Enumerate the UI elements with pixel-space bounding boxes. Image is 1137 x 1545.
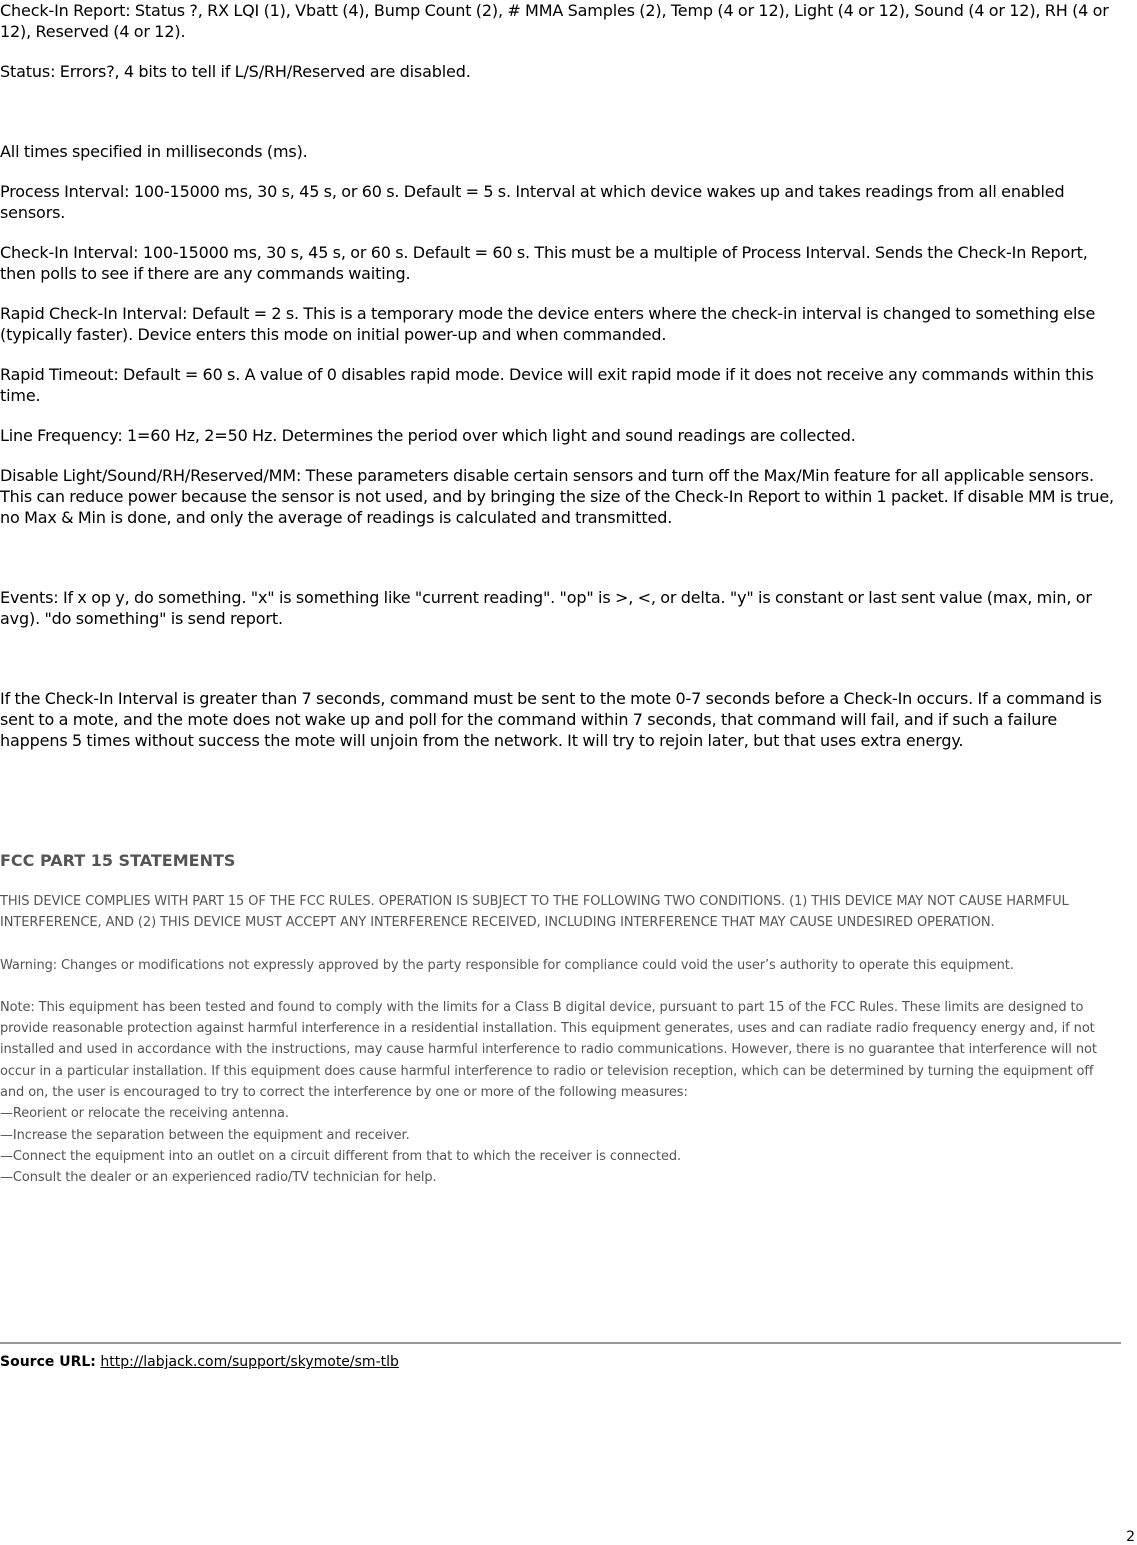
fcc-measure-item: —Consult the dealer or an experienced radio/TV technician for help. (0, 1170, 437, 1186)
spacer (0, 934, 1120, 955)
line-frequency-paragraph: Line Frequency: 1=60 Hz, 2=50 Hz. Determines the period over which light and sound readings are collected. (0, 426, 856, 445)
source-url-line (0, 1353, 399, 1371)
checkin-interval-paragraph: Check-In Interval: 100-15000 ms, 30 s, 45 s, or 60 s. Default = 60 s. This must be a multiple of Process Interval. Sends the Check-In Report, then polls to see if there are any commands waiting. (0, 243, 1088, 283)
spacer (0, 547, 1120, 587)
fcc-measure-item: —Reorient or relocate the receiving antenna. (0, 1106, 289, 1122)
disable-sensors-paragraph: Disable Light/Sound/RH/Reserved/MM: These parameters disable certain sensors and turn off the Max/Min feature for all applicable sensors. This can reduce power because the sensor is not used, and by bringing the size of the Check-In Report to within 1 packet. If disable MM is true, no Max & Min is done, and only the average of readings is calculated and transmitted. (0, 466, 1114, 527)
source-url-link[interactable]: http://labjack.com/support/skymote/sm-tlb (100, 1354, 399, 1370)
rapid-timeout-paragraph: Rapid Timeout: Default = 60 s. A value of 0 disables rapid mode. Device will exit rapid mode if it does not receive any commands within this time. (0, 365, 1094, 405)
page-number: 2 (1126, 1529, 1135, 1545)
source-url-label: Source URL: (0, 1354, 96, 1370)
checkin-report-paragraph: Check-In Report: Status ?, RX LQI (1), Vbatt (4), Bump Count (2), # MMA Samples (2), Temp (4 or 12), Light (4 or 12), Sound (4 or 12), RH (4 or 12), Reserved (4 or 12). (0, 1, 1109, 41)
fcc-warning-text: Warning: Changes or modifications not expressly approved by the party responsible for compliance could void the user’s authority to operate this equipment. (0, 957, 1014, 973)
fcc-compliance-text: THIS DEVICE COMPLIES WITH PART 15 OF THE FCC RULES. OPERATION IS SUBJECT TO THE FOLLOWING TWO CONDITIONS. (1) THIS DEVICE MAY NOT CAUSE HARMFUL INTERFERENCE, AND (2) THIS DEVICE MUST ACCEPT ANY INTERFERENCE RECEIVED, INCLUDING INTERFERENCE THAT MAY CAUSE UNDESIRED OPERATION. (0, 894, 1069, 931)
spacer (0, 101, 1120, 141)
command-timing-paragraph: If the Check-In Interval is greater than 7 seconds, command must be sent to the mote 0-7 seconds before a Check-In occurs. If a command is sent to a mote, and the mote does not wake up and poll for the command within 7 seconds, that command will fail, and if such a failure happens 5 times without success the mote will unjoin from the network. It will try to rejoin later, but that uses extra energy. (0, 689, 1102, 750)
fcc-note-text: Note: This equipment has been tested and found to comply with the limits for a Class B digital device, pursuant to part 15 of the FCC Rules. These limits are designed to provide reasonable protection against harmful interference in a residential installation. This equipment generates, uses and can radiate radio frequency energy and, if not installed and used in accordance with the instructions, may cause harmful interference to radio communications. However, there is no guarantee that interference will not occur in a particular installation. If this equipment does cause harmful interference to radio or television reception, which can be determined by turning the equipment off and on, the user is encouraged to try to correct the interference by one or more of the following measures: (0, 999, 1097, 1101)
events-paragraph: Events: If x op y, do something. "x" is something like "current reading". "op" is >, <, or delta. "y" is constant or last sent value (max, min, or avg). "do something" is send report. (0, 588, 1092, 628)
times-note-paragraph: All times specified in milliseconds (ms). (0, 142, 308, 161)
spacer (0, 648, 1120, 688)
process-interval-paragraph: Process Interval: 100-15000 ms, 30 s, 45 s, or 60 s. Default = 5 s. Interval at which device wakes up and takes readings from all enabled sensors. (0, 182, 1065, 222)
fcc-heading: FCC PART 15 STATEMENTS (0, 851, 236, 870)
spacer (0, 976, 1120, 997)
fcc-measure-item: —Increase the separation between the equipment and receiver. (0, 1127, 410, 1143)
status-paragraph: Status: Errors?, 4 bits to tell if L/S/RH/Reserved are disabled. (0, 62, 471, 81)
spacer (0, 770, 1120, 850)
rapid-checkin-paragraph: Rapid Check-In Interval: Default = 2 s. This is a temporary mode the device enters where the check-in interval is changed to something else (typically faster). Device enters this mode on initial power-up and when commanded. (0, 304, 1096, 344)
footer-divider (0, 1342, 1121, 1344)
fcc-measure-item: —Connect the equipment into an outlet on a circuit different from that to which the receiver is connected. (0, 1148, 682, 1164)
